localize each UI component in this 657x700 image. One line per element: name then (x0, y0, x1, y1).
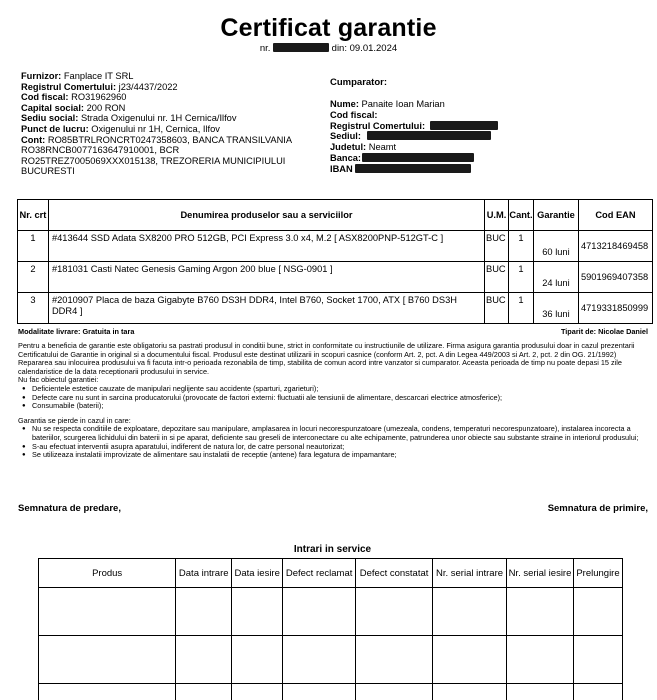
buyer-heading: Cumparator: (330, 77, 388, 88)
list-item: ● Consumabile (baterii); (18, 402, 646, 411)
not-covered-list (18, 385, 646, 411)
row-warranty: 36 luni (533, 293, 578, 324)
row-nr: 2 (18, 262, 49, 293)
col-serial-out: Nr. serial iesire (507, 559, 574, 588)
col-um: U.M. (485, 200, 509, 231)
col-date-out: Data iesire (232, 559, 283, 588)
list-item: ● Deficientele estetice cauzate de manipulari neglijente sau accidente (sparturi, zgarieturi); (18, 385, 646, 394)
supplier-registry-row: Registrul Comertului: j23/4437/2022 (21, 81, 178, 92)
row-description: #181031 Casti Natec Genesis Gaming Argon 200 blue [ NSG-0901 ] (48, 262, 484, 293)
row-description: #2010907 Placa de baza Gigabyte B760 DS3H DDR4, Intel B760, Socket 1700, ATX [ B760 DS3H DDR4 ] (48, 293, 484, 324)
table-row (18, 262, 653, 293)
issue-date: din: 09.01.2024 (331, 43, 398, 54)
row-quantity: 1 (509, 262, 534, 293)
list-item: ● Se utilizeaza instalatii improvizate de alimentare sau instalatii de receptie (antene) fara legatura de impamantare; (18, 451, 646, 460)
supplier-account-line-4: BUCURESTI (21, 166, 75, 177)
certificate-number-line (0, 43, 657, 54)
redacted-iban (355, 164, 471, 173)
buyer-hq-row: Sediul: (330, 131, 640, 142)
not-covered-heading: Nu fac obiectul garantiei: (18, 375, 99, 385)
supplier-account-line-2: RO38RNCB0077163647910001, BCR (21, 145, 180, 156)
col-defect-claimed: Defect reclamat (283, 559, 356, 588)
col-nr-crt: Nr. crt (18, 200, 49, 231)
printed-by: Tiparit de: Nicolae Daniel (560, 327, 648, 336)
supplier-workpoint-row: Punct de lucru: Oxigenului nr 1H, Cernica, Ilfov (21, 123, 220, 134)
supplier-capital-row: Capital social: 200 RON (21, 102, 126, 113)
buyer-name-row: Nume: Panaite Ioan Marian (330, 99, 445, 109)
terms-intro: Pentru a beneficia de garantie este obligatoriu sa pastrati produsul in conditii bune, strict in conformitate cu instructiunile de utilizare. Firma asigura garantia produsului doar in cazul prezentarii Certificatului de Garantie in original si a documentului fiscal. Produsul este destinat utilizarii in scopuri casnice (conform Art. 2, pct. A din Legea 449/2003 si Art. 2, pct. 2 din OG. 21/1992) Repararea sau inlocuirea produsului va fi facuta intr-o perioada rezonabila de timp, stabilita de comun acord intre vanzator si cumparator. Aceasta perioada de timp nu poate depasi 15 zile calendaristice de la data receptionarii produsului in service. (18, 341, 635, 376)
row-ean: 4713218469458 (578, 231, 652, 262)
redacted-number (273, 43, 329, 52)
col-defect-found: Defect constatat (356, 559, 433, 588)
list-item: ● Nu se respecta conditiile de exploatare, depozitare sau manipulare, amplasarea in locuri necorespunzatoare (umezeala, condens, temperaturi necorespunzatoare), instalarea incorecta a bateriilor, scurgerea lichidului din baterii in si pe aparat, deficiente sau greseli de interconectare cu alte echipamente, patrunderea unor obiecte sau substante straine in interiorul produsului; (18, 425, 646, 442)
col-serial-in: Nr. serial intrare (433, 559, 507, 588)
col-extension: Prelungire (573, 559, 622, 588)
col-date-in: Data intrare (176, 559, 232, 588)
row-ean: 5901969407358 (578, 262, 652, 293)
supplier-block (21, 71, 321, 177)
buyer-county-row: Judetul: Neamt (330, 142, 397, 153)
table-row (39, 636, 623, 684)
col-quantity: Cant. (509, 200, 534, 231)
table-row (18, 293, 653, 324)
delivery-mode: Modalitate livrare: Gratuita in tara (18, 327, 135, 336)
list-item: ● S-au efectuat interventii asupra aparatului, indiferent de natura lor, de catre personal neautorizat; (18, 443, 646, 452)
col-warranty: Garantie (533, 200, 578, 231)
table-row (39, 684, 623, 700)
service-title: Intrari in service (293, 544, 372, 555)
buyer-block (330, 99, 640, 175)
row-um: BUC (485, 293, 509, 324)
row-quantity: 1 (509, 231, 534, 262)
service-header-row (39, 559, 623, 588)
products-header-row (18, 200, 653, 231)
warranty-terms (18, 342, 646, 460)
supplier-account-row: Cont: RO85BTRLRONCRT0247358603, BANCA TRANSILVANIA (21, 134, 293, 145)
row-warranty: 24 luni (533, 262, 578, 293)
row-um: BUC (485, 262, 509, 293)
redacted-address (367, 131, 491, 140)
buyer-bank-row: Banca: (330, 153, 640, 164)
redacted-bank (362, 153, 474, 162)
warranty-lost-list (18, 425, 646, 459)
certificate-title: Certificat garantie (220, 14, 437, 42)
row-warranty: 60 luni (533, 231, 578, 262)
col-description: Denumirea produselor sau a serviciilor (48, 200, 484, 231)
col-ean: Cod EAN (578, 200, 652, 231)
products-table (17, 199, 653, 324)
list-item: ● Defecte care nu sunt in sarcina producatorului (provocate de factori externi: fluctuatii ale tensiunii de alimentare, descarcari electrice atmosferice); (18, 394, 646, 403)
table-row (18, 231, 653, 262)
row-description: #413644 SSD Adata SX8200 PRO 512GB, PCI Express 3.0 x4, M.2 [ ASX8200PNP-512GT-C ] (48, 231, 484, 262)
table-row (39, 588, 623, 636)
redacted-registry (430, 121, 498, 130)
warranty-lost-heading: Garantia se pierde in cazul in care: (18, 415, 131, 425)
row-nr: 3 (18, 293, 49, 324)
buyer-iban-row: IBAN (330, 164, 640, 175)
nr-label: nr. (259, 43, 271, 54)
row-ean: 4719331850999 (578, 293, 652, 324)
row-nr: 1 (18, 231, 49, 262)
receipt-signature-label: Semnatura de primire, (547, 503, 648, 514)
supplier-account-line-3: RO25TREZ7005069XXX015138, TREZORERIA MUNICIPIULUI (21, 155, 286, 166)
supplier-hq-row: Sediu social: Strada Oxigenului nr. 1H Cernica/Ilfov (21, 113, 237, 124)
supplier-name-row: Furnizor: Fanplace IT SRL (21, 71, 134, 81)
buyer-fiscal-row: Cod fiscal: (330, 109, 378, 120)
delivery-signature-label: Semnatura de predare, (18, 503, 121, 514)
row-um: BUC (485, 231, 509, 262)
row-quantity: 1 (509, 293, 534, 324)
buyer-registry-row: Registrul Comertului: (330, 121, 640, 132)
service-table (38, 558, 623, 700)
supplier-fiscal-row: Cod fiscal: RO31962960 (21, 92, 127, 103)
col-product: Produs (39, 559, 176, 588)
